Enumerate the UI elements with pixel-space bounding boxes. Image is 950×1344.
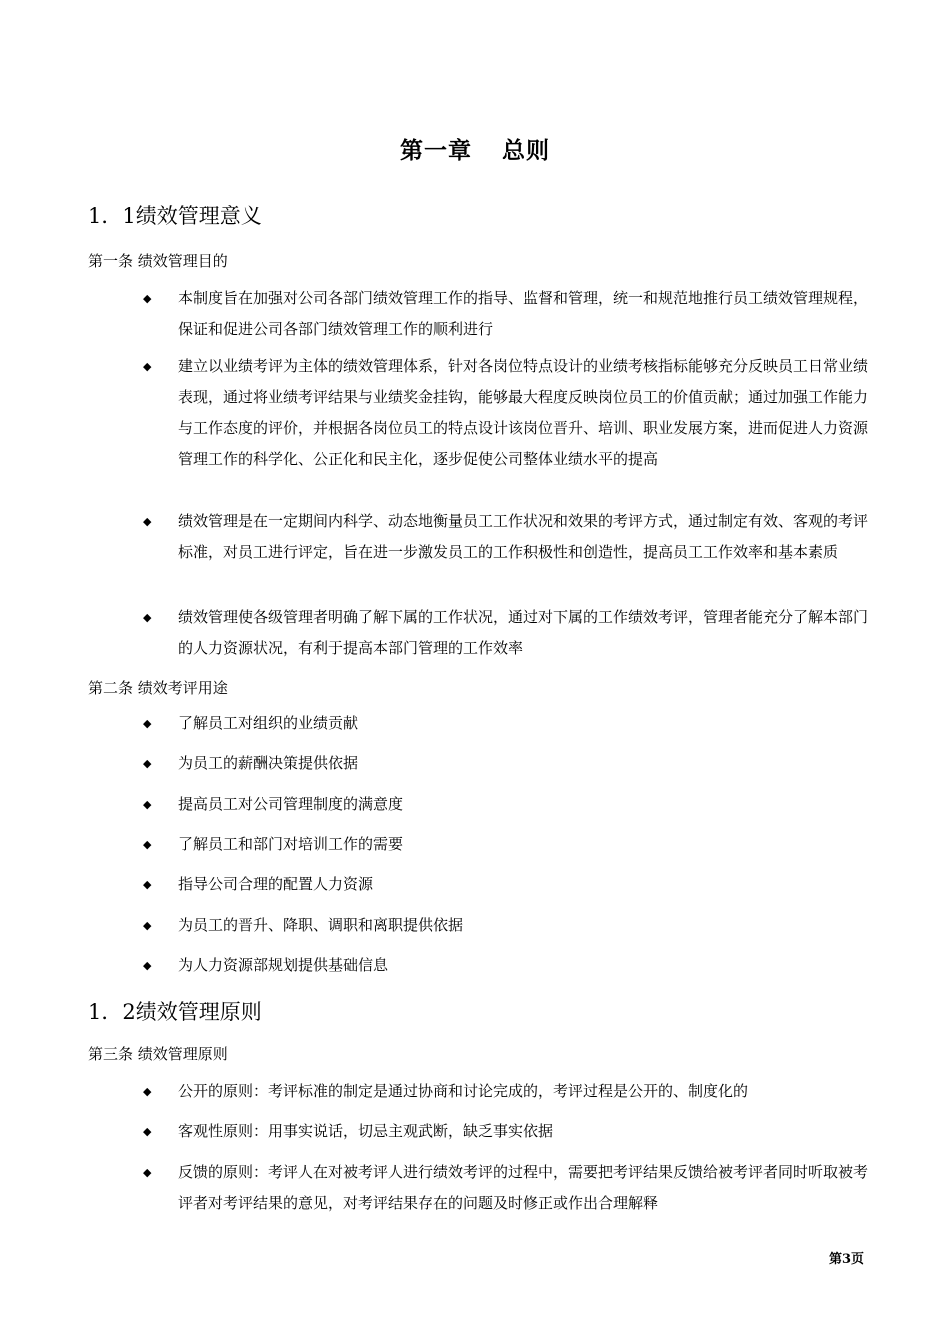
- list-item: [143, 602, 868, 664]
- list-item: [143, 950, 868, 981]
- diamond-bullet-icon: ◆: [143, 717, 152, 730]
- page-number: 第3页: [828, 1252, 864, 1267]
- list-item: [143, 283, 868, 345]
- list-item: [143, 829, 868, 860]
- list-item-text: 提高员工对公司管理制度的满意度: [178, 795, 404, 813]
- diamond-bullet-icon: ◆: [143, 611, 152, 624]
- chapter-number: 第一章: [400, 137, 472, 164]
- list-item: [143, 708, 868, 739]
- list-item-text: 公开的原则：考评标准的制定是通过协商和讨论完成的，考评过程是公开的、制度化的: [178, 1082, 749, 1100]
- section-heading: 1．2绩效管理原则: [88, 1000, 262, 1024]
- list-item: [143, 789, 868, 820]
- diamond-bullet-icon: ◆: [143, 515, 152, 528]
- list-item-text: 指导公司合理的配置人力资源: [178, 875, 374, 893]
- article-title: 第二条 绩效考评用途: [88, 679, 228, 697]
- list-item-text: 为人力资源部规划提供基础信息: [178, 956, 389, 974]
- list-item: [143, 748, 868, 779]
- list-item-text: 绩效管理使各级管理者明确了解下属的工作状况，通过对下属的工作绩效考评，管理者能充分了解本部门的人力资源状况，有利于提高本部门管理的工作效率: [178, 608, 869, 657]
- list-item: [143, 506, 868, 568]
- list-item: [143, 351, 868, 475]
- diamond-bullet-icon: ◆: [143, 798, 152, 811]
- article-title: 第三条 绩效管理原则: [88, 1045, 228, 1063]
- list-item-text: 了解员工对组织的业绩贡献: [178, 714, 359, 732]
- diamond-bullet-icon: ◆: [143, 959, 152, 972]
- list-item-text: 了解员工和部门对培训工作的需要: [178, 835, 404, 853]
- list-item-text: 客观性原则：用事实说话，切忌主观武断，缺乏事实依据: [178, 1122, 554, 1140]
- list-item: [143, 1076, 868, 1107]
- diamond-bullet-icon: ◆: [143, 1125, 152, 1138]
- chapter-name: 总则: [502, 137, 550, 164]
- diamond-bullet-icon: ◆: [143, 1085, 152, 1098]
- list-item: [143, 1116, 868, 1147]
- list-item: [143, 910, 868, 941]
- list-item-text: 本制度旨在加强对公司各部门绩效管理工作的指导、监督和管理，统一和规范地推行员工绩效管理规程，保证和促进公司各部门绩效管理工作的顺利进行: [178, 289, 869, 338]
- article-title: 第一条 绩效管理目的: [88, 252, 228, 270]
- diamond-bullet-icon: ◆: [143, 1166, 152, 1179]
- diamond-bullet-icon: ◆: [143, 360, 152, 373]
- list-item-text: 为员工的晋升、降职、调职和离职提供依据: [178, 916, 464, 934]
- list-item-text: 建立以业绩考评为主体的绩效管理体系，针对各岗位特点设计的业绩考核指标能够充分反映员工日常业绩表现，通过将业绩考评结果与业绩奖金挂钩，能够最大程度反映岗位员工的价值贡献；通过加强工作能力与工作态度的评价，并根据各岗位员工的特点设计该岗位晋升、培训、职业发展方案，进而促进人力资源管理工作的科学化、公正化和民主化，逐步促使公司整体业绩水平的提高: [178, 357, 869, 468]
- diamond-bullet-icon: ◆: [143, 838, 152, 851]
- list-item: [143, 869, 868, 900]
- diamond-bullet-icon: ◆: [143, 292, 152, 305]
- section-heading: 1．1绩效管理意义: [88, 204, 262, 228]
- list-item-text: 绩效管理是在一定期间内科学、动态地衡量员工工作状况和效果的考评方式，通过制定有效、客观的考评标准，对员工进行评定，旨在进一步激发员工的工作积极性和创造性，提高员工工作效率和基本素质: [178, 512, 869, 561]
- list-item: [143, 1157, 868, 1219]
- diamond-bullet-icon: ◆: [143, 919, 152, 932]
- chapter-title: [0, 132, 950, 165]
- list-item-text: 为员工的薪酬决策提供依据: [178, 754, 359, 772]
- diamond-bullet-icon: ◆: [143, 757, 152, 770]
- list-item-text: 反馈的原则：考评人在对被考评人进行绩效考评的过程中，需要把考评结果反馈给被考评者同时听取被考评者对考评结果的意见，对考评结果存在的问题及时修正或作出合理解释: [178, 1163, 869, 1212]
- diamond-bullet-icon: ◆: [143, 878, 152, 891]
